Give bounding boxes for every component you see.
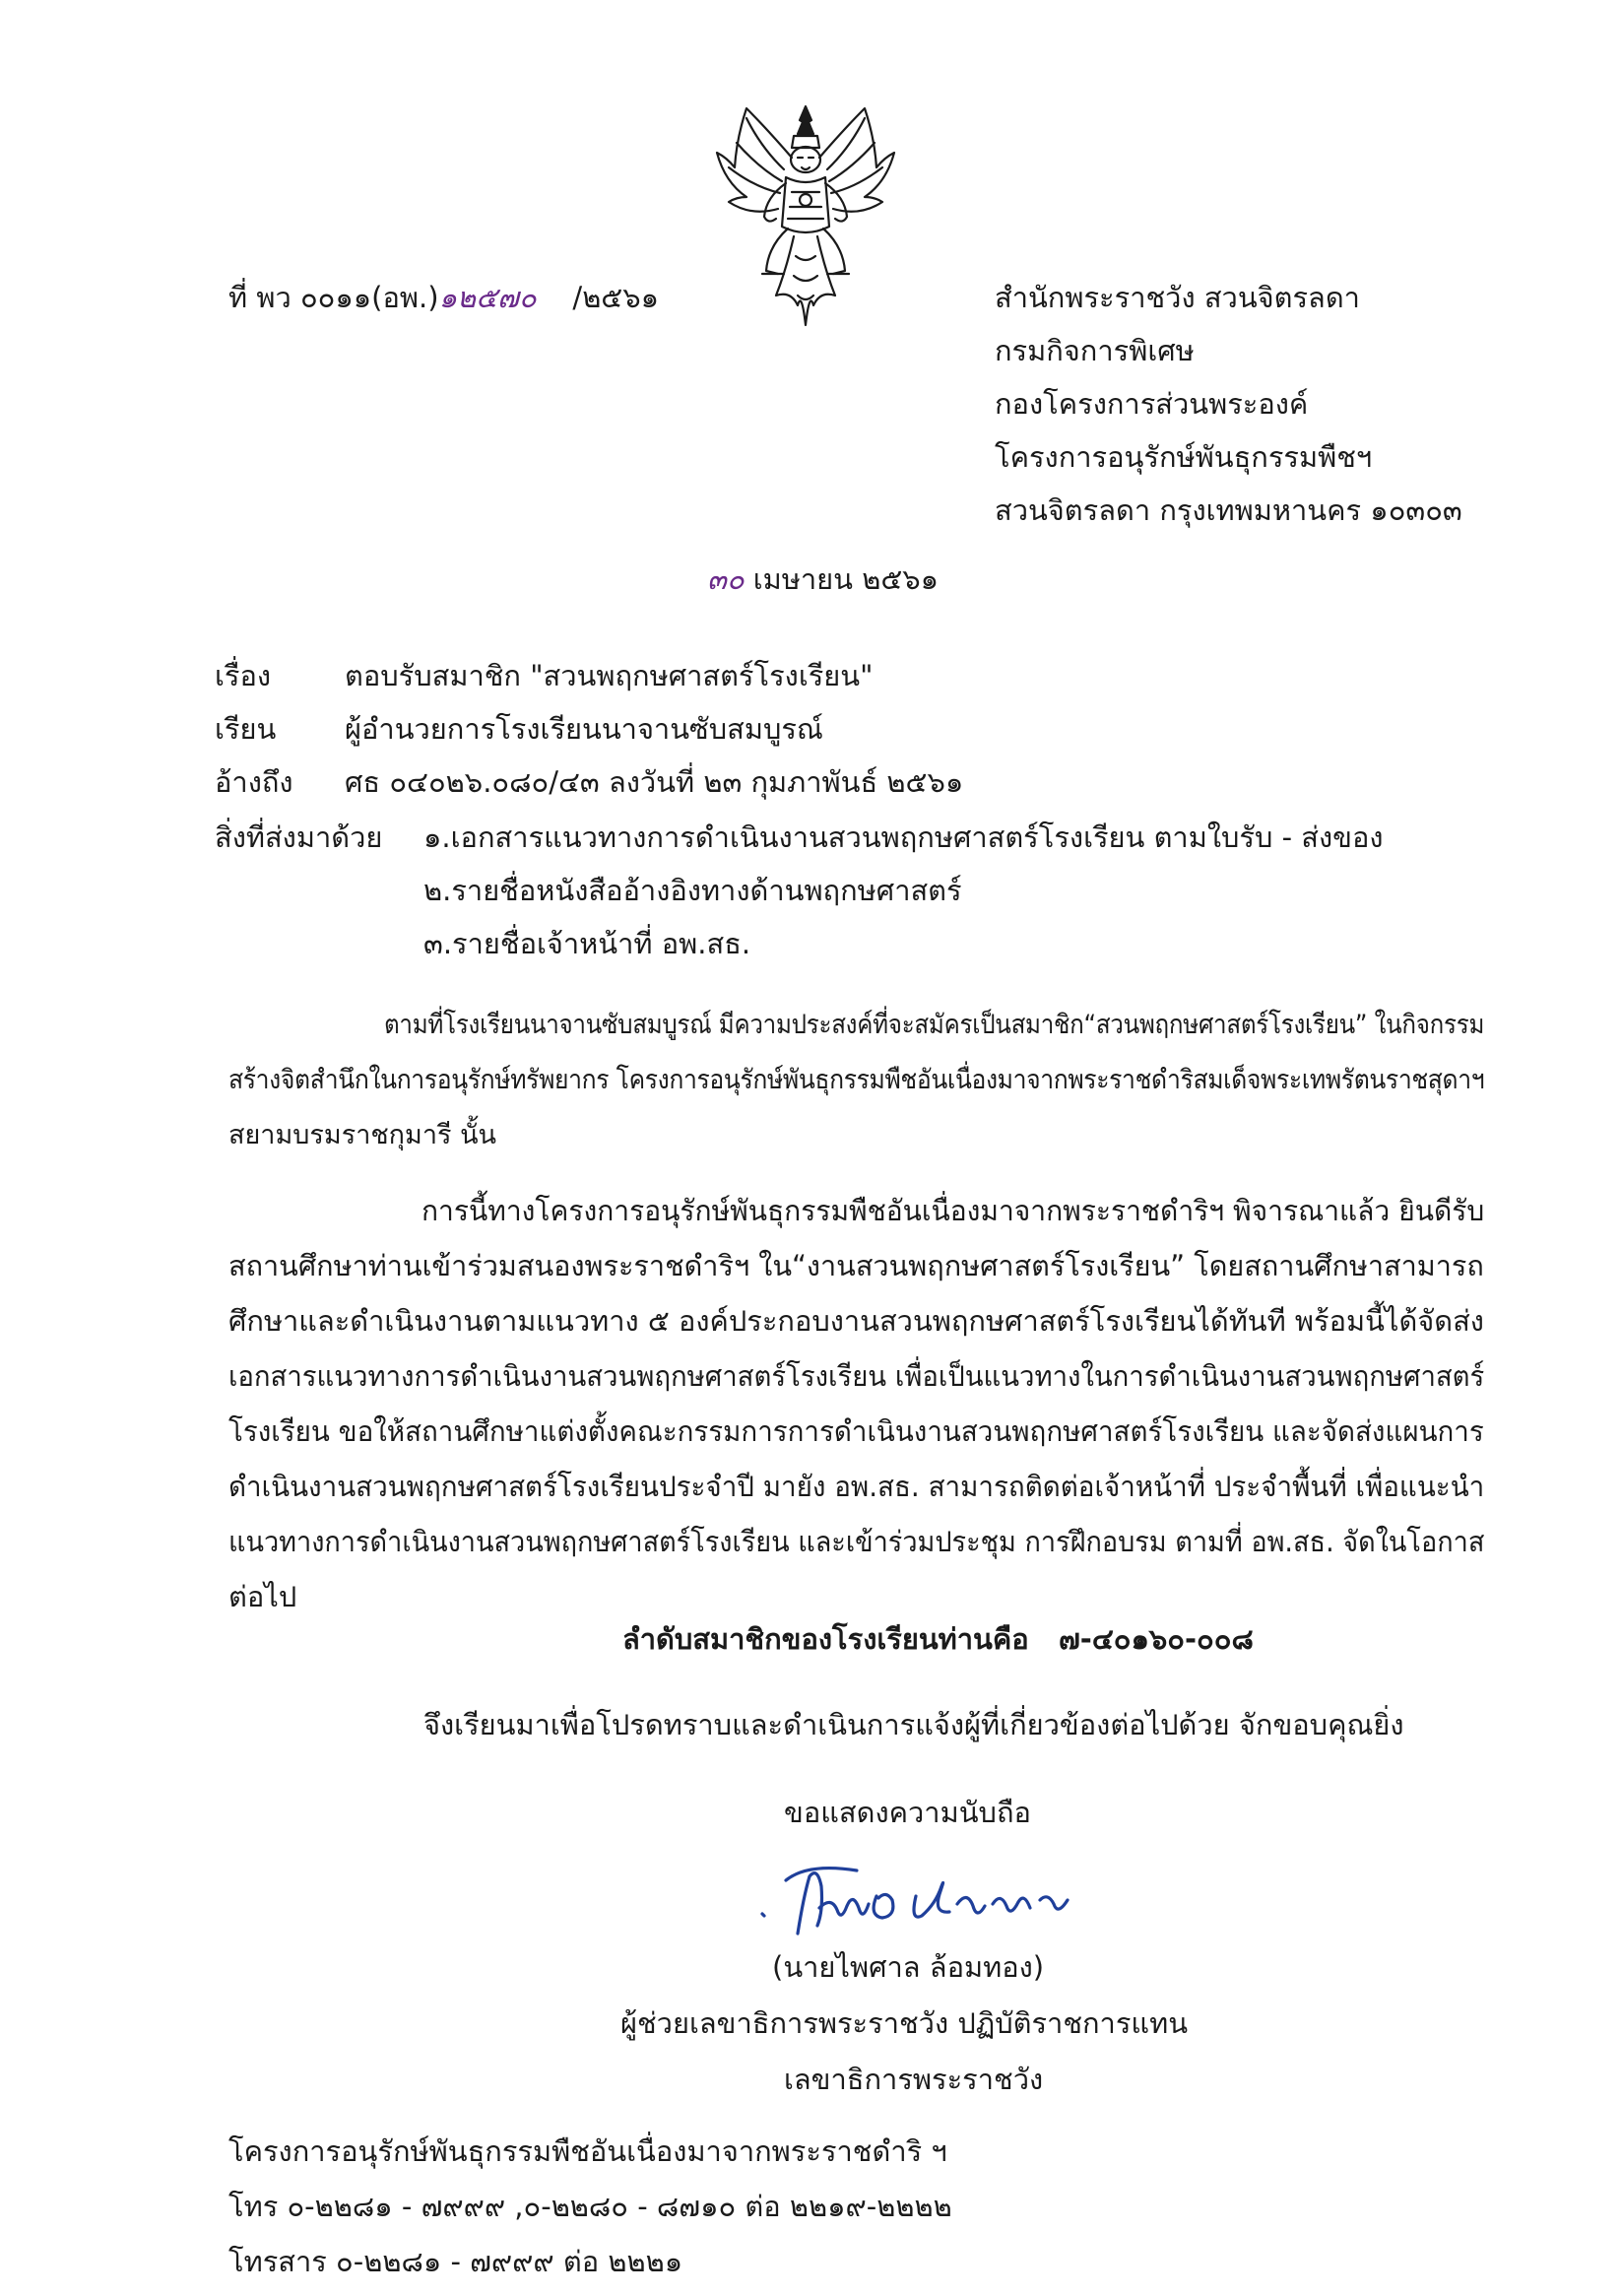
- signatory-name: (นายไพศาล ล้อมทอง): [772, 1950, 1045, 1984]
- paragraph-line: เอกสารแนวทางการดำเนินงานสวนพฤกษศาสตร์โรงเรียน เพื่อเป็นแนวทางในการดำเนินงานสวนพฤกษศาสตร์: [228, 1359, 1485, 1393]
- paragraph-line: ศึกษาและดำเนินงานตามแนวทาง ๕ องค์ประกอบงานสวนพฤกษศาสตร์โรงเรียนได้ทันที พร้อมนี้ได้จัดส่ง: [228, 1304, 1484, 1338]
- office-line: สำนักพระราชวัง สวนจิตรลดา: [995, 281, 1360, 314]
- closing-sentence: จึงเรียนมาเพื่อโปรดทราบและดำเนินการแจ้งผู้ที่เกี่ยวข้องต่อไปด้วย จักขอบคุณยิ่ง: [423, 1708, 1404, 1741]
- paragraph-line: โรงเรียน ขอให้สถานศึกษาแต่งตั้งคณะกรรมการการดำเนินงานสวนพฤกษศาสตร์โรงเรียน และจัดส่งแผนการ: [228, 1414, 1484, 1448]
- subject-value: ตอบรับสมาชิก "สวนพฤกษศาสตร์โรงเรียน": [345, 659, 874, 692]
- office-address: [995, 281, 1462, 550]
- enclosure-item: ๓.รายชื่อเจ้าหน้าที่ อพ.สธ.: [423, 927, 751, 960]
- date-month-year: เมษายน ๒๕๖๑: [744, 562, 940, 596]
- handwritten-signature: [748, 1857, 1083, 1945]
- footer-fax: โทรสาร ๐-๒๒๘๑ - ๗๙๙๙ ต่อ ๒๒๒๑: [228, 2245, 683, 2278]
- footer-phone: โทร ๐-๒๒๘๑ - ๗๙๙๙ ,๐-๒๒๘๐ - ๘๗๑๐ ต่อ ๒๒๑๙-๒๒๒๒: [228, 2190, 952, 2223]
- footer-project: โครงการอนุรักษ์พันธุกรรมพืชอันเนื่องมาจากพระราชดำริ ฯ: [228, 2134, 947, 2168]
- reference-handwritten-number: ๑๒๕๗๐: [438, 281, 537, 314]
- office-line: กรมกิจการพิเศษ: [995, 334, 1195, 367]
- office-line: สวนจิตรลดา กรุงเทพมหานคร ๑๐๓๐๓: [995, 493, 1462, 527]
- office-line: กองโครงการส่วนพระองค์: [995, 387, 1309, 421]
- regards-text: ขอแสดงความนับถือ: [784, 1796, 1031, 1829]
- subject-label: เรื่อง: [215, 659, 272, 692]
- paragraph-line: ตามที่โรงเรียนนาจานซับสมบูรณ์ มีความประสงค์ที่จะสมัครเป็นสมาชิก“สวนพฤกษศาสตร์โรงเรียน” ในกิจกรรม: [384, 1010, 1485, 1040]
- reference-year: /๒๕๖๑: [572, 281, 660, 314]
- enclosure-item: ๒.รายชื่อหนังสืออ้างอิงทางด้านพฤกษศาสตร์: [423, 874, 962, 907]
- paragraph-line: แนวทางการดำเนินงานสวนพฤกษศาสตร์โรงเรียน และเข้าร่วมประชุม การฝึกอบรม ตามที่ อพ.สธ. จัดในโอกาส: [228, 1525, 1485, 1558]
- to-label: เรียน: [215, 712, 277, 746]
- reference-prefix: ที่ พว ๐๐๑๑(อพ.): [228, 281, 439, 314]
- enclosure-label: สิ่งที่ส่งมาด้วย: [215, 820, 383, 854]
- reference-label: อ้างถึง: [215, 765, 293, 799]
- garuda-emblem-icon: [707, 98, 904, 345]
- paragraph-line: ดำเนินงานสวนพฤกษศาสตร์โรงเรียนประจำปี มายัง อพ.สธ. สามารถติดต่อเจ้าหน้าที่ ประจำพื้นที่ เพื่อแนะนำ: [228, 1470, 1485, 1503]
- office-line: โครงการอนุรักษ์พันธุกรรมพืชฯ: [995, 440, 1373, 474]
- enclosure-item: ๑.เอกสารแนวทางการดำเนินงานสวนพฤกษศาสตร์โรงเรียน ตามใบรับ - ส่งของ: [423, 820, 1384, 854]
- paragraph-line: การนี้ทางโครงการอนุรักษ์พันธุกรรมพืชอันเนื่องมาจากพระราชดำริฯ พิจารณาแล้ว ยินดีรับ: [421, 1194, 1485, 1227]
- paragraph-line: สยามบรมราชกุมารี นั้น: [228, 1120, 496, 1150]
- reference-number: [228, 281, 660, 314]
- paragraph-line: สถานศึกษาท่านเข้าร่วมสนองพระราชดำริฯ ใน“งานสวนพฤกษศาสตร์โรงเรียน” โดยสถานศึกษาสามารถ: [228, 1249, 1484, 1282]
- letter-date: [707, 562, 940, 596]
- paragraph-line: สร้างจิตสำนึกในการอนุรักษ์ทรัพยากร โครงการอนุรักษ์พันธุกรรมพืชอันเนื่องมาจากพระราชดำริสมเด็จพระเทพรัตนราชสุดาฯ: [228, 1065, 1485, 1095]
- signatory-position: ผู้ช่วยเลขาธิการพระราชวัง ปฏิบัติราชการแทน: [620, 2006, 1189, 2040]
- date-day-handwritten: ๓๐: [707, 562, 745, 596]
- signatory-position-secondary: เลขาธิการพระราชวัง: [784, 2063, 1044, 2096]
- paragraph-line: ต่อไป: [228, 1580, 297, 1613]
- to-value: ผู้อำนวยการโรงเรียนนาจานซับสมบูรณ์: [345, 712, 823, 746]
- reference-value: ศธ ๐๔๐๒๖.๐๘๐/๔๓ ลงวันที่ ๒๓ กุมภาพันธ์ ๒๕๖๑: [345, 765, 964, 799]
- membership-label: ลำดับสมาชิกของโรงเรียนท่านคือ: [622, 1622, 1029, 1656]
- membership-number-line: [622, 1622, 1254, 1656]
- membership-number: ๗-๔๐๑๖๐-๐๐๘: [1059, 1622, 1254, 1656]
